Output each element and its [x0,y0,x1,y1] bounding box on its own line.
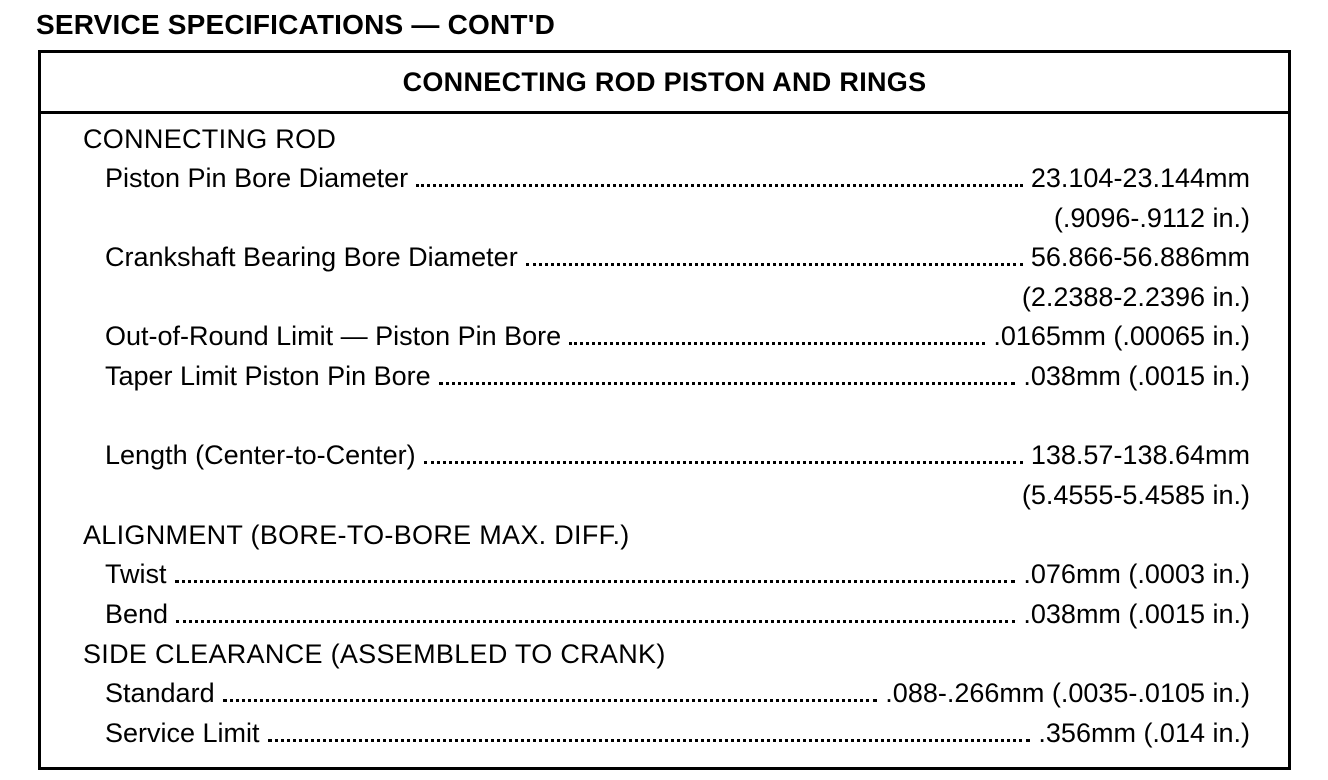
table-header: CONNECTING ROD PISTON AND RINGS [41,53,1288,114]
spec-label: Bend [105,599,169,629]
dot-leader [176,596,1015,632]
dot-leader [424,437,1023,473]
dot-leader [416,160,1023,196]
spec-row-out-of-round-limit [41,318,1288,354]
spec-value-inches: (5.4555-5.4585 in.) [1021,480,1250,510]
spec-row-twist [41,556,1288,592]
spec-value: 138.57-138.64mm [1030,440,1250,470]
spec-label: Crankshaft Bearing Bore Diameter [105,242,518,272]
spec-value: .356mm (.014 in.) [1038,718,1250,748]
spec-label: Out-of-Round Limit — Piston Pin Bore [105,321,562,351]
spec-value: .088-.266mm (.0035-.0105 in.) [885,678,1250,708]
spec-row-piston-pin-bore-diameter [41,160,1288,196]
spec-row-crankshaft-bearing-bore-diameter [41,239,1288,275]
spec-label: Taper Limit Piston Pin Bore [105,361,431,391]
spec-table [38,50,1291,770]
spec-value: .076mm (.0003 in.) [1023,559,1250,589]
dot-leader [223,675,878,711]
dot-leader [439,358,1016,394]
dot-leader [175,556,1016,592]
spec-label: Standard [105,678,215,708]
spec-row-bend [41,596,1288,632]
spec-label: Service Limit [105,718,260,748]
spec-value-inches: (.9096-.9112 in.) [1053,203,1250,233]
spec-value: 23.104-23.144mm [1030,163,1250,193]
dot-leader [268,715,1031,751]
dot-leader [569,318,985,354]
page-title: SERVICE SPECIFICATIONS — CONT'D [36,9,555,40]
spec-row-service-limit [41,715,1288,751]
spec-row-length [41,437,1288,473]
spec-label: Length (Center-to-Center) [105,440,416,470]
section-heading-side-clearance: SIDE CLEARANCE (ASSEMBLED TO CRANK) [83,639,666,669]
spec-value: .038mm (.0015 in.) [1023,599,1250,629]
spec-label: Piston Pin Bore Diameter [105,163,409,193]
spec-row-taper-limit [41,358,1288,394]
spec-value: .038mm (.0015 in.) [1023,361,1250,391]
spec-row-standard [41,675,1288,711]
spec-value: .0165mm (.00065 in.) [993,321,1250,351]
section-heading-alignment: ALIGNMENT (BORE-TO-BORE MAX. DIFF.) [83,520,630,550]
spec-value-inches: (2.2388-2.2396 in.) [1021,282,1250,312]
dot-leader [526,239,1023,275]
table-body [41,114,1288,770]
spec-value: 56.866-56.886mm [1030,242,1250,272]
section-heading-connecting-rod: CONNECTING ROD [83,124,337,154]
spec-label: Twist [105,559,167,589]
